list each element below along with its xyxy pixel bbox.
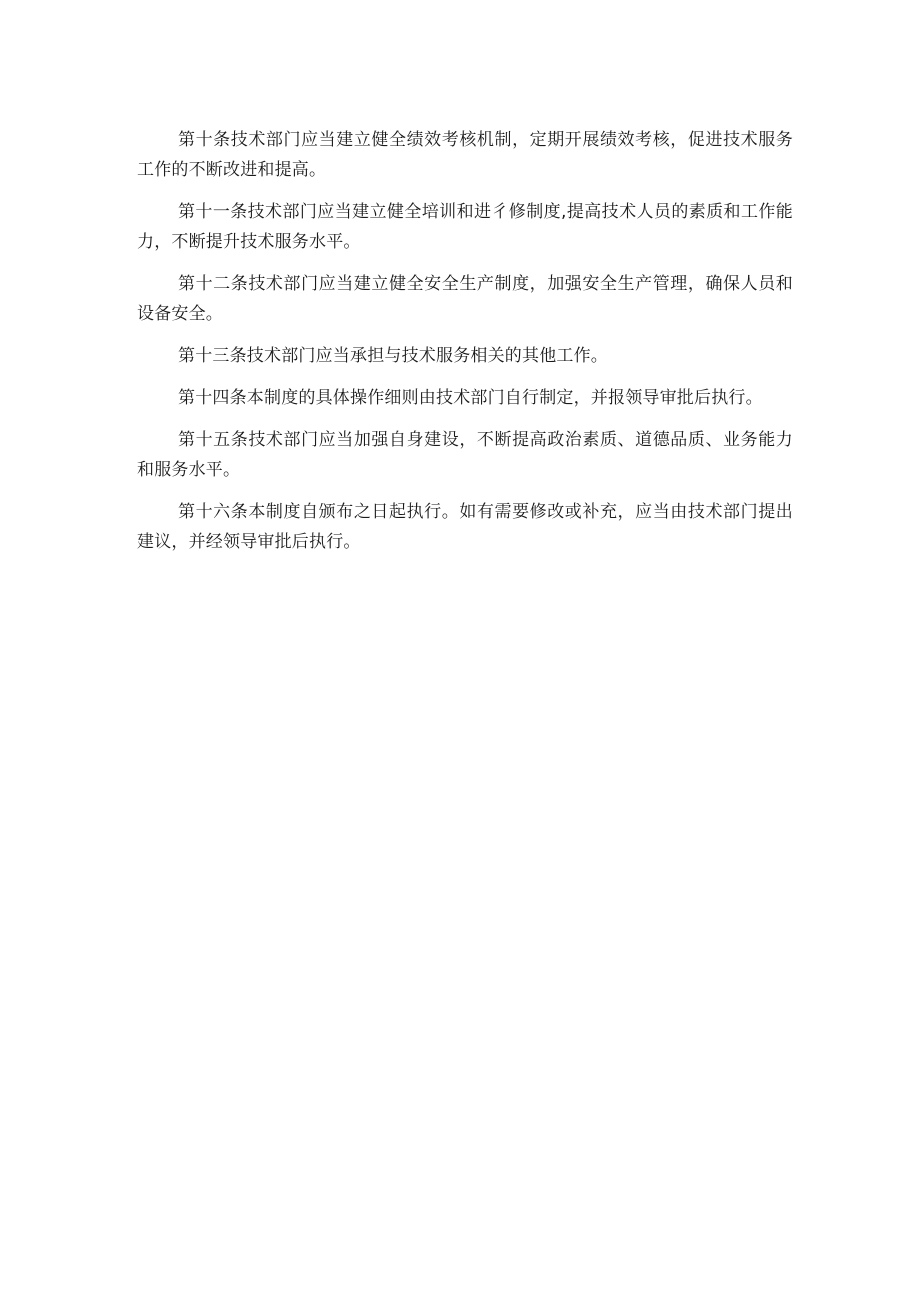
article-12-paragraph: 第十二条技术部门应当建立健全安全生产制度，加强安全生产管理，确保人员和设备安全。	[137, 274, 793, 324]
article-11-paragraph: 第十一条技术部门应当建立健全培训和进彳修制度,提高技术人员的素质和工作能力，不断提升技术服务水平。	[137, 202, 793, 252]
article-14-paragraph: 第十四条本制度的具体操作细则由技术部门自行制定，并报领导审批后执行。	[178, 388, 763, 408]
article-10-paragraph: 第十条技术部门应当建立健全绩效考核机制，定期开展绩效考核，促进技术服务工作的不断改进和提高。	[137, 130, 793, 180]
article-15-paragraph: 第十五条技术部门应当加强自身建设，不断提高政治素质、道德品质、业务能力和服务水平。	[137, 430, 793, 480]
document-body	[137, 125, 793, 569]
article-13-paragraph: 第十三条技术部门应当承担与技术服务相关的其他工作。	[178, 346, 608, 366]
article-16-paragraph: 第十六条本制度自颁布之日起执行。如有需要修改或补充，应当由技术部门提出建议，并经领导审批后执行。	[137, 502, 793, 552]
